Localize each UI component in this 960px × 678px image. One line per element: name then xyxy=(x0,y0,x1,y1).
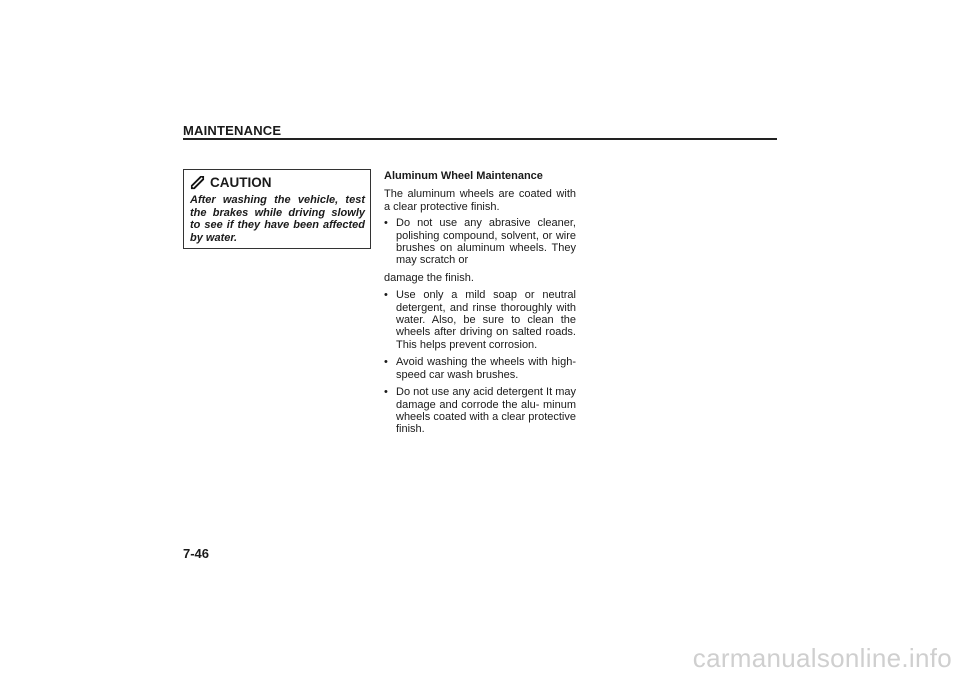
caution-heading xyxy=(190,175,272,190)
intro-paragraph: The aluminum wheels are coated with a clear protective finish. xyxy=(384,188,576,213)
bullet-icon: • xyxy=(384,386,388,399)
list-item xyxy=(384,386,576,436)
list-item-text: Do not use any abrasive cleaner, polishing compound, solvent, or wire brushes on aluminum wheels. They may scratch or xyxy=(396,217,576,267)
page-header-title: MAINTENANCE xyxy=(183,123,282,138)
list-item xyxy=(384,289,576,351)
list-item-text: Avoid washing the wheels with high-speed car wash brushes. xyxy=(396,356,576,381)
bullet-icon: • xyxy=(384,217,388,230)
bullet-icon: • xyxy=(384,289,388,302)
caution-text: After washing the vehicle, test the brakes while driving slowly to see if they have been affected by water. xyxy=(190,194,365,244)
caution-icon xyxy=(190,175,205,190)
list-item-text: Do not use any acid detergent It may damage and corrode the alu- minum wheels coated with a clear protective finish. xyxy=(396,386,576,436)
list-item xyxy=(384,356,576,381)
section-title: Aluminum Wheel Maintenance xyxy=(384,170,543,182)
continuation-text: damage the finish. xyxy=(384,271,474,284)
watermark: carmanualsonline.info xyxy=(692,643,952,673)
caution-label: CAUTION xyxy=(210,175,272,190)
bullet-icon: • xyxy=(384,356,388,369)
page-number: 7-46 xyxy=(183,546,210,561)
list-item-text: Use only a mild soap or neutral detergent, and rinse thoroughly with water. Also, be sure to clean the wheels after driving on salted roads. This helps prevent corrosion. xyxy=(396,289,576,351)
header-rule xyxy=(183,138,777,140)
list-item xyxy=(384,217,576,267)
caution-box xyxy=(183,169,371,249)
content-column xyxy=(384,170,576,441)
